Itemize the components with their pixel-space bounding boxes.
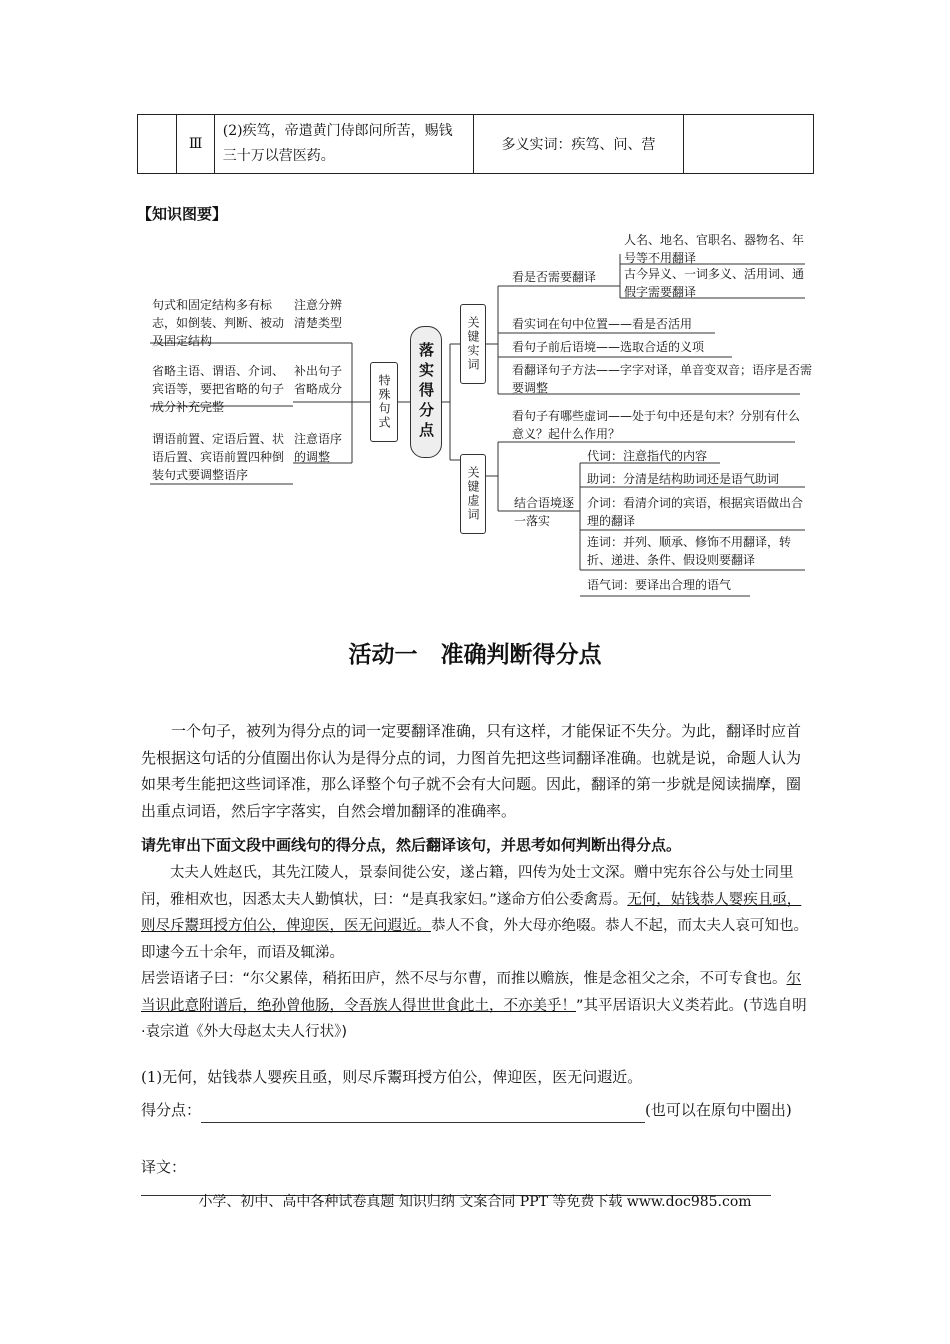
score-point-line <box>141 1097 813 1123</box>
passage-text: 太夫人姓赵氏，其先江陵人，景泰间徙公安，遂占籍，四传为处士文深。赠中宪东谷公与处士同里闬，雅相欢也，因悉太夫人勤慎状，曰：“是真我家妇。”遂命方伯公委禽焉。 <box>141 865 794 908</box>
mm-left-tip-1: 注意分辨清楚类型 <box>294 298 343 330</box>
translation-label: 译文： <box>141 1158 187 1176</box>
passage-text: 居尝语诸子曰：“尔父累倖，稍拓田庐，然不尽与尔曹，而推以赡族，惟是念祖父之余，不可专食也。 <box>141 971 787 987</box>
mm-center-node: 落实得分点 <box>410 326 442 458</box>
table-cell-sentence: (2)疾笃，帝遣黄门侍郎问所苦，赐钱三十万以营医药。 <box>214 115 474 174</box>
underlined-sentence-2: 尔当识此意附谱后，绝孙曾他肠，令吾族人得世世食此土，不亦美乎！ <box>141 971 802 1014</box>
mm-combine-context: 结合语境逐一落实 <box>514 496 575 528</box>
mm-pronoun: 代词：注意指代的内容 <box>587 449 708 463</box>
passage-text: ”其平居语识大义类若此。(节选自明·袁宗道《外大母赵太夫人行状》) <box>141 997 807 1040</box>
mm-which-function-words: 看句子有哪些虚词——处于句中还是句末？分别有什么意义？起什么作用？ <box>512 409 801 441</box>
score-label: 得分点： <box>141 1101 202 1119</box>
passage-paragraph-1 <box>141 860 811 966</box>
underlined-sentence-1: 无何，姑钱恭人婴疾且亟，则尽斥鬻珥授方伯公，俾迎医，医无问遐近。 <box>141 891 802 934</box>
activity-title: 活动一 准确判断得分点 <box>348 642 602 668</box>
mm-left-desc-2: 省略主语、谓语、介词、宾语等，要把省略的句子成分补充完整 <box>152 364 285 414</box>
table-cell-point: 多义实词：疾笃、问、营 <box>474 115 683 174</box>
translation-line <box>141 1156 813 1196</box>
score-note: (也可以在原句中圈出) <box>645 1101 792 1119</box>
mm-need-translate: 看是否需要翻译 <box>512 270 597 284</box>
mm-context: 看句子前后语境——选取合适的义项 <box>512 340 705 354</box>
mm-left-tip-3: 注意语序的调整 <box>294 432 343 464</box>
footer: 小学、初中、高中各种试卷真题 知识归纳 文案合同 PPT 等免费下载 www.doc985.com <box>198 1194 752 1210</box>
table-cell-empty <box>138 115 177 174</box>
mm-left-tip-2: 补出句子省略成分 <box>294 364 343 396</box>
knowledge-mindmap <box>140 226 820 606</box>
mm-branch-key-notional: 关键实词 <box>460 304 486 384</box>
mm-conjunction: 连词：并列、顺承、修饰不用翻译，转折、递进、条件、假设则要翻译 <box>587 535 792 567</box>
intro-paragraph: 一个句子，被列为得分点的词一定要翻译准确，只有这样，才能保证不失分。为此，翻译时应首先根据这句话的分值圈出你认为是得分点的词，力图首先把这些词翻译准确。也就是说，命题人认为如果考生能把这些词译准，那么译整个句子就不会有大问题。因此，翻译的第一步就是阅读揣摩，圈出重点词语，然后字字落实，自然会增加翻译的准确率。 <box>141 722 802 820</box>
section-label: 【知识图要】 <box>137 205 228 223</box>
mm-left-desc-3: 谓语前置、定语后置、状语后置、宾语前置四种倒装句式要调整语序 <box>152 432 285 482</box>
mm-left-desc-1: 句式和固定结构多有标志，如倒装、判断、被动及固定结构 <box>152 298 285 348</box>
top-table <box>137 114 814 174</box>
passage-paragraph-2 <box>141 966 811 1046</box>
score-blank[interactable] <box>201 1104 645 1123</box>
table-cell-empty-2 <box>683 115 813 174</box>
mm-preposition: 介词：看清介词的宾语，根据宾语做出合理的翻译 <box>587 496 804 528</box>
question-1: (1)无何，姑钱恭人婴疾且亟，则尽斥鬻珥授方伯公，俾迎医，医无问遐近。 <box>141 1068 643 1086</box>
mm-branch-special-sentence: 特殊句式 <box>370 362 398 442</box>
mm-word-position: 看实词在句中位置——看是否活用 <box>512 317 693 331</box>
mm-do-translate: 古今异义、一词多义、活用词、通假字需要翻译 <box>624 267 805 299</box>
mm-no-translate: 人名、地名、官职名、器物名、年号等不用翻译 <box>624 233 805 265</box>
mm-method: 看翻译句子方法——字字对译，单音变双音；语序是否需要调整 <box>512 363 813 395</box>
passage <box>141 860 811 1046</box>
instruction: 请先审出下面文段中画线句的得分点，然后翻译该句，并思考如何判断出得分点。 <box>141 836 682 854</box>
mm-particle: 助词：分清是结构助词还是语气助词 <box>587 472 780 486</box>
mm-modal-particle: 语气词：要译出合理的语气 <box>587 578 732 592</box>
table-row <box>138 115 814 174</box>
mm-branch-key-function: 关键虚词 <box>460 454 486 534</box>
table-cell-roman: Ⅲ <box>177 115 214 174</box>
passage-text: 恭人不食，外大母亦绝啜。恭人不起，而太夫人哀可知也。即逮今五十余年，而语及辄涕。 <box>141 918 808 961</box>
